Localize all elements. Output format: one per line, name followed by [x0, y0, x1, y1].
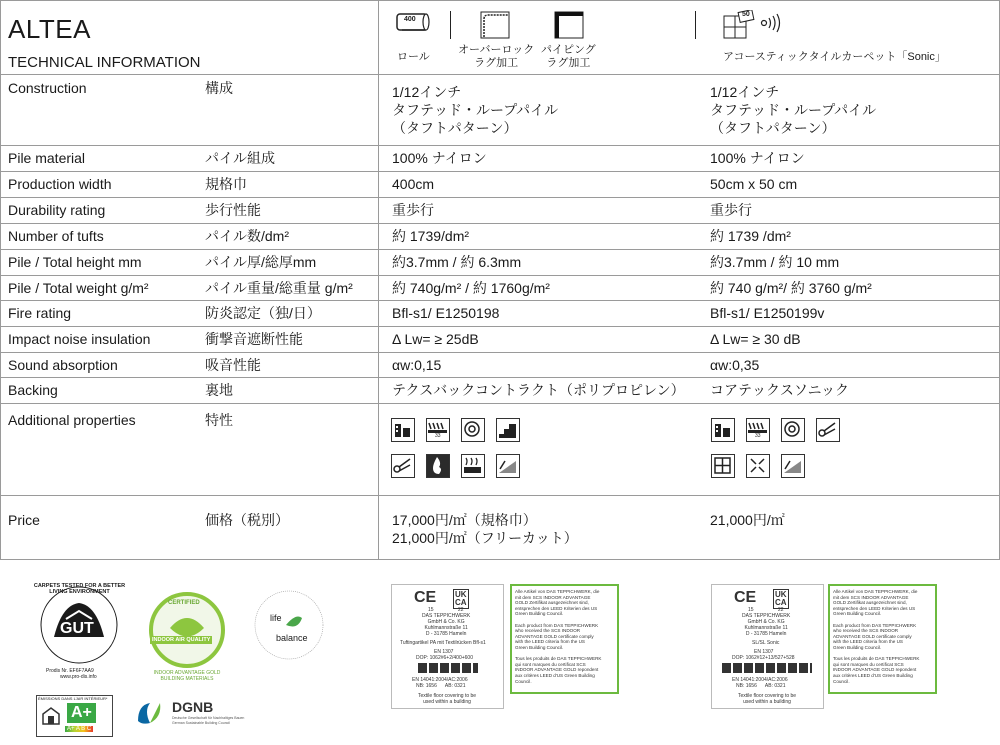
row-durability-jp: 歩行性能 [205, 202, 261, 218]
notified-body: NB: 1656 AB: 0321 [736, 683, 786, 689]
gut-logo [32, 585, 127, 680]
piping-label: パイピング ラグ加工 [541, 44, 596, 69]
row-fire-jp: 防炎認定（独/日） [205, 305, 321, 321]
emission-header: ÉMISSIONS DANS L'AIR INTÉRIEUR* [38, 696, 108, 701]
row-pile-material-v2: 100% ナイロン [710, 150, 805, 166]
row-pile-material-v1: 100% ナイロン [392, 150, 487, 166]
castor-chair-icon [781, 418, 805, 442]
ce-label-2 [711, 584, 824, 709]
row-width-jp: 規格巾 [205, 176, 247, 192]
row-backing-v2: コアテックスソニック [710, 382, 850, 398]
label-footer: Textile floor covering to be used within a building [418, 693, 477, 705]
leed-note-1 [510, 584, 619, 694]
emission-scale: A+ A B C [67, 726, 92, 732]
ce-mark: CE [414, 589, 437, 606]
dop-number: DOP: 1062#12+13/527+528 [732, 655, 795, 661]
row-weight-v2: 約 740 g/m²/ 約 3760 g/m² [710, 280, 872, 296]
overlock-label: オーバーロック ラグ加工 [458, 44, 535, 69]
property-icons-col2 [711, 418, 851, 484]
row-sound-jp: 吸音性能 [205, 357, 261, 373]
ukca-year: 22 [778, 607, 784, 613]
leed-note-text: Alle Artikel von DAS TEPPICHWERK, die mit dem SCS INDOOR ADVANTAGE GOLD Zertifikat ausgezeichnet sind, entsprechen den LEED Kriterien des US Green Building Council. Each product from DAS TEPPICHWERK who received the SCS INDOOR ADVANTAGE GOLD certificate comply with the LEED criteria from the US Green Building Council. Tous les produits de DAS TEPPICHWERK qui sont marques du certificat SCS INDOOR ADVANTAGE GOLD repondent aux critères LEED d'US Green Building Council. [833, 589, 920, 684]
row-weight-en: Pile / Total weight g/m² [8, 280, 149, 296]
row-additional-en: Additional properties [8, 412, 136, 428]
row-impact-v1: Δ Lw= ≥ 25dB [392, 331, 479, 347]
product-title: ALTEA [8, 14, 91, 44]
row-width-en: Production width [8, 176, 112, 192]
row-fire-v1: Bfl-s1/ E1250198 [392, 305, 500, 321]
static-icon [781, 454, 805, 478]
row-sound-v2: αw:0,35 [710, 357, 760, 373]
property-icons-col1 [391, 418, 531, 484]
row-tufts-v1: 約 1739/dm² [392, 228, 470, 244]
product-name: Tuftingartikel PA mit Textilrücken Bfl-s1 [400, 640, 486, 646]
sound-icon [746, 454, 770, 478]
row-backing-v1: テクスバックコントラクト（ポリプロピレン） [392, 382, 685, 398]
row-price-en: Price [8, 512, 40, 528]
row-height-en: Pile / Total height mm [8, 254, 142, 270]
dgnb-sub: Deutsche Gesellschaft für Nachhaltiges Bauen German Sustainable Building Council [172, 716, 245, 725]
row-height-v1: 約3.7mm / 約 6.3mm [392, 254, 522, 270]
row-price-jp: 価格（税別） [205, 512, 289, 528]
row-height-v2: 約3.7mm / 約 10 mm [710, 254, 840, 270]
tufts-33-icon [746, 418, 770, 442]
row-sound-v1: αw:0,15 [392, 357, 442, 373]
tuft-count-badge: 33 [435, 433, 441, 439]
indoor-air-quality-logo [142, 590, 232, 680]
manufacturer: DAS TEPPICHWERK GmbH & Co. KG Kuhlmannstraße 11 D - 31785 Hameln [742, 613, 791, 637]
roll-width-badge: 400 [404, 16, 416, 23]
dgnb-logo [134, 697, 249, 733]
row-height-jp: パイル厚/総厚mm [205, 254, 317, 270]
row-durability-v2: 重歩行 [710, 202, 752, 218]
ce-label-1 [391, 584, 504, 709]
ce-pictograms [418, 663, 478, 673]
row-impact-v2: Δ Lw= ≥ 30 dB [710, 331, 801, 347]
dop-number: DOP: 1062#6+2/400+600 [416, 655, 473, 661]
roll-label: ロール [397, 51, 430, 63]
ce-mark: CE [734, 589, 757, 606]
cut-icon [391, 454, 415, 478]
iaq-caption: INDOOR ADVANTAGE GOLD BUILDING MATERIALS [153, 670, 221, 682]
static-icon [496, 454, 520, 478]
cut-icon [816, 418, 840, 442]
en-standard: EN 1307 [754, 649, 774, 655]
row-price-v1: 17,000円/㎡（規格巾） 21,000円/㎡（フリーカット） [392, 512, 578, 546]
product-name: SL/SL Sonic [752, 640, 780, 646]
tuft-count-badge: 33 [755, 433, 761, 439]
row-fire-en: Fire rating [8, 305, 72, 321]
row-sound-en: Sound absorption [8, 357, 118, 373]
row-tufts-en: Number of tufts [8, 228, 104, 244]
row-construction-en: Construction [8, 80, 87, 96]
row-tufts-jp: パイル数/dm² [205, 228, 289, 244]
life-label: life [270, 613, 282, 623]
emission-grade: A+ [67, 703, 96, 723]
row-impact-jp: 衝撃音遮断性能 [205, 331, 303, 347]
ce-year: 15 [428, 607, 434, 613]
gut-ring-text: CARPETS TESTED FOR A BETTER LIVING ENVIRONMENT [33, 583, 126, 595]
roll-icon [396, 12, 430, 34]
tiles-icon [711, 454, 735, 478]
row-width-v2: 50cm x 50 cm [710, 176, 798, 192]
office-use-icon [391, 418, 415, 442]
fire-icon [426, 454, 450, 478]
row-tufts-v2: 約 1739 /dm² [710, 228, 791, 244]
floor-heating-icon [461, 454, 485, 478]
piping-icon [554, 11, 584, 44]
tile-50-icon [723, 10, 755, 45]
ce-pictograms [722, 663, 812, 673]
life-balance-logo [252, 588, 327, 663]
row-construction-v1: 1/12インチ タフテッド・ループパイル （タフトパターン） [392, 84, 559, 136]
leed-note-text: Alle Artikel von DAS TEPPICHWERK, die mit dem SCS INDOOR ADVANTAGE GOLD Zertifikat ausgezeichnet sind, entsprechen den LEED Kriterien des US Green Building Council. Each product from DAS TEPPICHWERK who received the SCS INDOOR ADVANTAGE GOLD certificate comply with the LEED criteria from the US Green Building Council. Tous les produits de DAS TEPPICHWERK qui sont marques du certificat SCS INDOOR ADVANTAGE GOLD repondent aux critères LEED d'US Green Building Council. [515, 589, 602, 684]
row-impact-en: Impact noise insulation [8, 331, 151, 347]
tufts-33-icon [426, 418, 450, 442]
acoustic-icon [760, 13, 782, 38]
gut-url: www.pro-dis.info [60, 674, 97, 680]
label-footer: Textile floor covering to be used within a building [738, 693, 797, 705]
iaq-certified: CERTIFIED [168, 600, 200, 606]
notified-body: NB: 1656 AB: 0321 [416, 683, 466, 689]
en14041: EN 14041:2004/AC:2006 [732, 677, 788, 683]
row-durability-v1: 重歩行 [392, 202, 434, 218]
overlock-icon [480, 11, 510, 44]
ce-year: 15 [748, 607, 754, 613]
row-weight-v1: 約 740g/m² / 約 1760g/m² [392, 280, 550, 296]
row-price-v2: 21,000円/㎡ [710, 512, 785, 528]
stairs-icon [496, 418, 520, 442]
leed-note-2 [828, 584, 937, 694]
iaq-title: INDOOR AIR QUALITY [152, 637, 211, 643]
row-pile-material-jp: パイル組成 [205, 150, 275, 166]
row-additional-jp: 特性 [205, 412, 233, 428]
office-use-icon [711, 418, 735, 442]
balance-label: balance [276, 633, 308, 643]
row-construction-v2: 1/12インチ タフテッド・ループパイル （タフトパターン） [710, 84, 877, 136]
page-subtitle: TECHNICAL INFORMATION [8, 54, 201, 71]
row-pile-material-en: Pile material [8, 150, 86, 166]
gut-prodis: Prodis Nr. EF6F7AA9 [46, 668, 94, 674]
divider [695, 11, 696, 39]
row-backing-jp: 裏地 [205, 382, 233, 398]
emission-label-logo [36, 695, 113, 737]
gut-center-text: GUT [60, 620, 94, 637]
ukca-mark: UK CA [455, 590, 467, 607]
en14041: EN 14041:2004/AC:2006 [412, 677, 468, 683]
divider [450, 11, 451, 39]
tile-size-badge: 50 [742, 11, 750, 18]
row-width-v1: 400cm [392, 176, 435, 192]
row-durability-en: Durability rating [8, 202, 106, 218]
sonic-label: アコースティックタイルカーペット「Sonic」 [723, 51, 946, 63]
row-fire-v2: Bfl-s1/ E1250199v [710, 305, 825, 321]
row-backing-en: Backing [8, 382, 58, 398]
ukca-mark: UK CA [775, 590, 787, 607]
dgnb-name: DGNB [172, 699, 214, 715]
manufacturer: DAS TEPPICHWERK GmbH & Co. KG Kuhlmannstraße 11 D - 31785 Hameln [422, 613, 471, 637]
en-standard: EN 1307 [434, 649, 454, 655]
row-weight-jp: パイル重量/総重量 g/m² [205, 280, 353, 296]
ukca-year: 22 [458, 607, 464, 613]
row-construction-jp: 構成 [205, 80, 233, 96]
castor-chair-icon [461, 418, 485, 442]
